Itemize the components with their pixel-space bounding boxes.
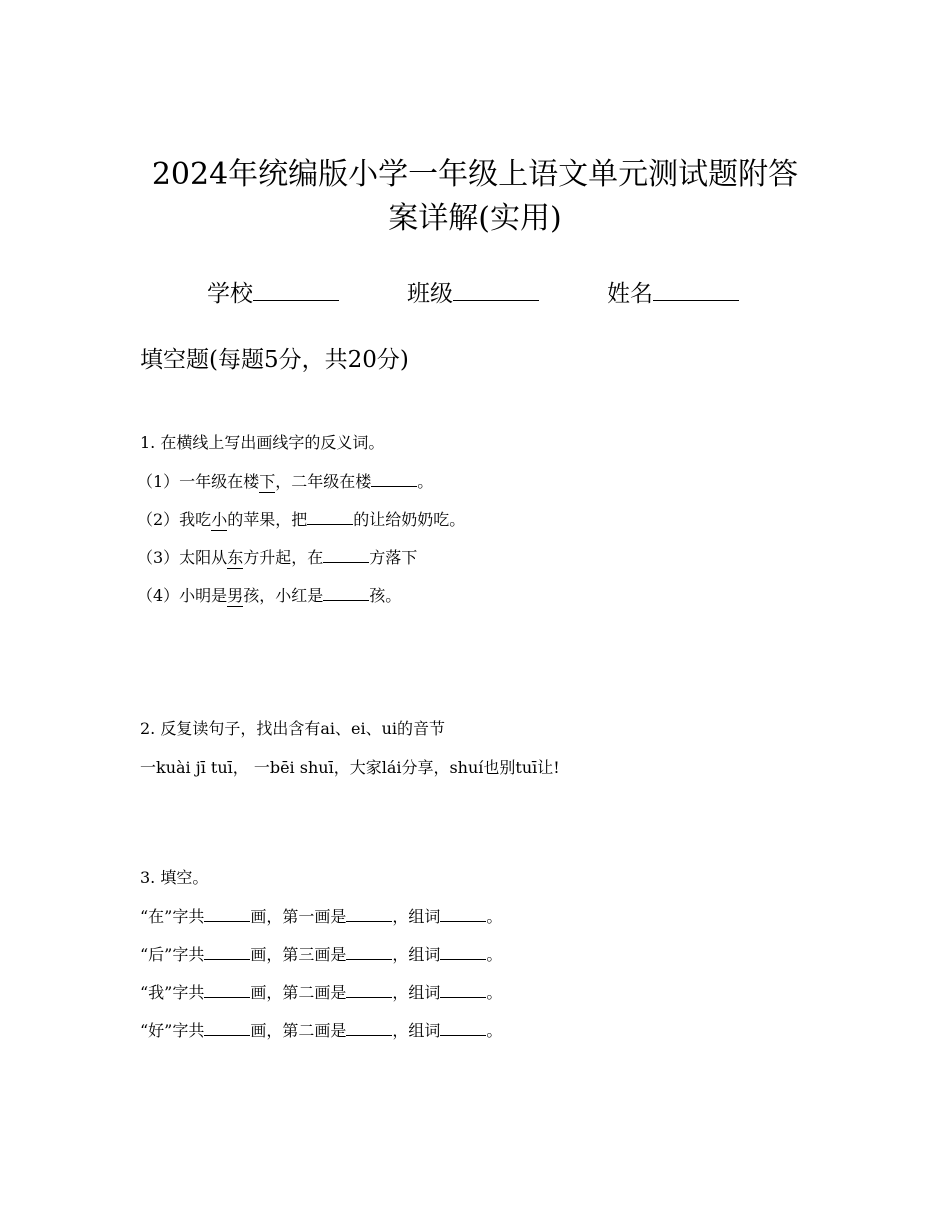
underlined-char: 下: [259, 472, 276, 491]
q2-sentence: 一kuài jī tuī， 一bēi shuī，大家lái分享，shuí也别tuī让!: [140, 758, 560, 777]
stroke-count-blank[interactable]: [204, 1019, 250, 1036]
stroke-blank[interactable]: [346, 1019, 392, 1036]
class-field[interactable]: [407, 278, 539, 309]
word-blank[interactable]: [440, 943, 486, 960]
title-line-1: 2024年统编版小学一年级上语文单元测试题附答: [151, 157, 799, 192]
q2-prompt: 2. 反复读句子，找出含有ai、ei、ui的音节: [140, 719, 446, 738]
section-heading: 填空题(每题5分，共20分): [140, 347, 409, 373]
school-blank[interactable]: [253, 278, 339, 301]
q1-item-3: （3）太阳从东方升起，在 方落下: [137, 548, 418, 567]
school-field[interactable]: [207, 278, 339, 309]
q3-item-4: “好”字共 画，第二画是 ，组词 。: [140, 1021, 503, 1040]
name-label: 姓名: [607, 281, 653, 307]
document-title: [100, 153, 850, 241]
q1-item-2: （2）我吃小的苹果，把 的让给奶奶吃。: [137, 510, 466, 529]
answer-blank[interactable]: [323, 546, 369, 563]
stroke-blank[interactable]: [346, 943, 392, 960]
underlined-char: 男: [227, 586, 244, 605]
title-line-2: 案详解(实用): [388, 201, 562, 236]
q3-item-3: “我”字共 画，第二画是 ，组词 。: [140, 983, 503, 1002]
stroke-count-blank[interactable]: [204, 905, 250, 922]
name-blank[interactable]: [653, 278, 739, 301]
word-blank[interactable]: [440, 1019, 486, 1036]
school-label: 学校: [207, 281, 253, 307]
stroke-count-blank[interactable]: [204, 981, 250, 998]
underlined-char: 小: [211, 510, 228, 529]
answer-blank[interactable]: [323, 584, 369, 601]
name-field[interactable]: [607, 278, 739, 309]
q3-item-2: “后”字共 画，第三画是 ，组词 。: [140, 945, 503, 964]
answer-blank[interactable]: [307, 508, 353, 525]
q1-item-4: （4）小明是男孩，小红是 孩。: [137, 586, 402, 605]
q3-item-1: “在”字共 画，第一画是 ，组词 。: [140, 907, 503, 926]
answer-blank[interactable]: [371, 470, 417, 487]
class-label: 班级: [407, 281, 453, 307]
q1-item-1: （1）一年级在楼下，二年级在楼 。: [137, 472, 434, 491]
stroke-blank[interactable]: [346, 981, 392, 998]
stroke-blank[interactable]: [346, 905, 392, 922]
stroke-count-blank[interactable]: [204, 943, 250, 960]
underlined-char: 东: [227, 548, 244, 567]
q3-prompt: 3. 填空。: [140, 868, 209, 887]
word-blank[interactable]: [440, 981, 486, 998]
word-blank[interactable]: [440, 905, 486, 922]
q1-prompt: 1. 在横线上写出画线字的反义词。: [140, 433, 385, 452]
class-blank[interactable]: [453, 278, 539, 301]
